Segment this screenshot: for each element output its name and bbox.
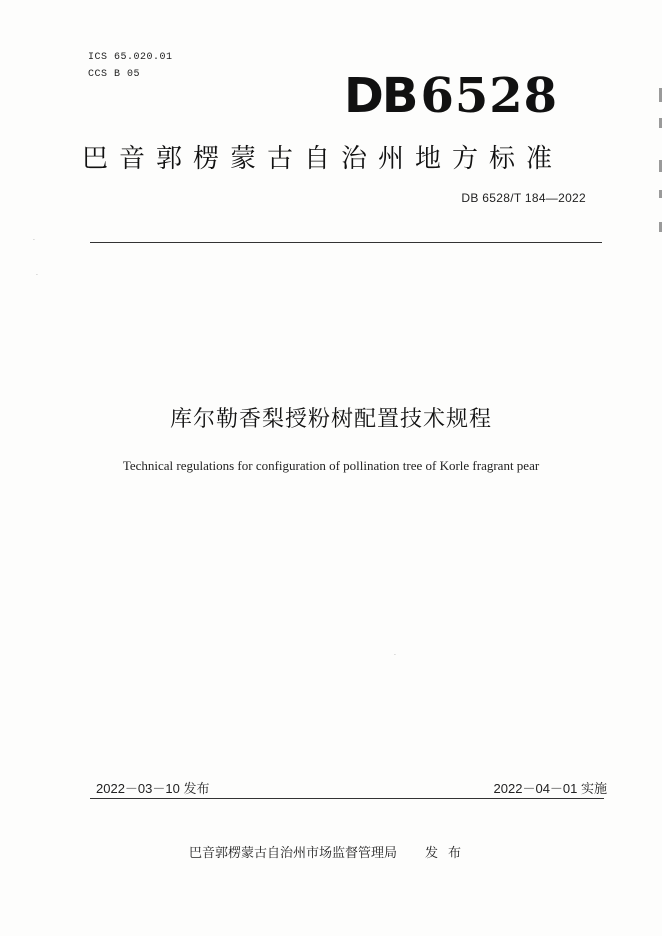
document-title-english: Technical regulations for configuration of pollination tree of Korle fragrant pear: [122, 458, 540, 473]
db-logo-code: 6528: [420, 68, 559, 124]
implementation-date: 2022－04－01 实施: [493, 781, 607, 796]
organization-title: 巴音郭楞蒙古自治州地方标准: [82, 144, 564, 174]
publisher-line: [189, 842, 471, 861]
standard-number: DB 6528/T 184—2022: [461, 191, 586, 205]
bottom-divider: [90, 798, 604, 799]
ccs-code: CCS B 05: [88, 69, 141, 80]
scan-speck: ·: [33, 237, 35, 244]
ics-code: ICS 65.020.01: [88, 52, 173, 63]
db-logo: [344, 66, 558, 126]
publish-action: 发布: [425, 846, 472, 861]
document-title-chinese: 库尔勒香梨授粉树配置技术规程: [169, 407, 492, 432]
scan-speck: ·: [36, 272, 38, 279]
scan-speck: ·: [394, 652, 396, 659]
top-divider: [90, 242, 602, 243]
publisher-name: 巴音郭楞蒙古自治州市场监督管理局: [189, 846, 398, 861]
issue-date: 2022－03－10 发布: [96, 781, 210, 796]
db-logo-prefix: DB: [344, 68, 417, 124]
